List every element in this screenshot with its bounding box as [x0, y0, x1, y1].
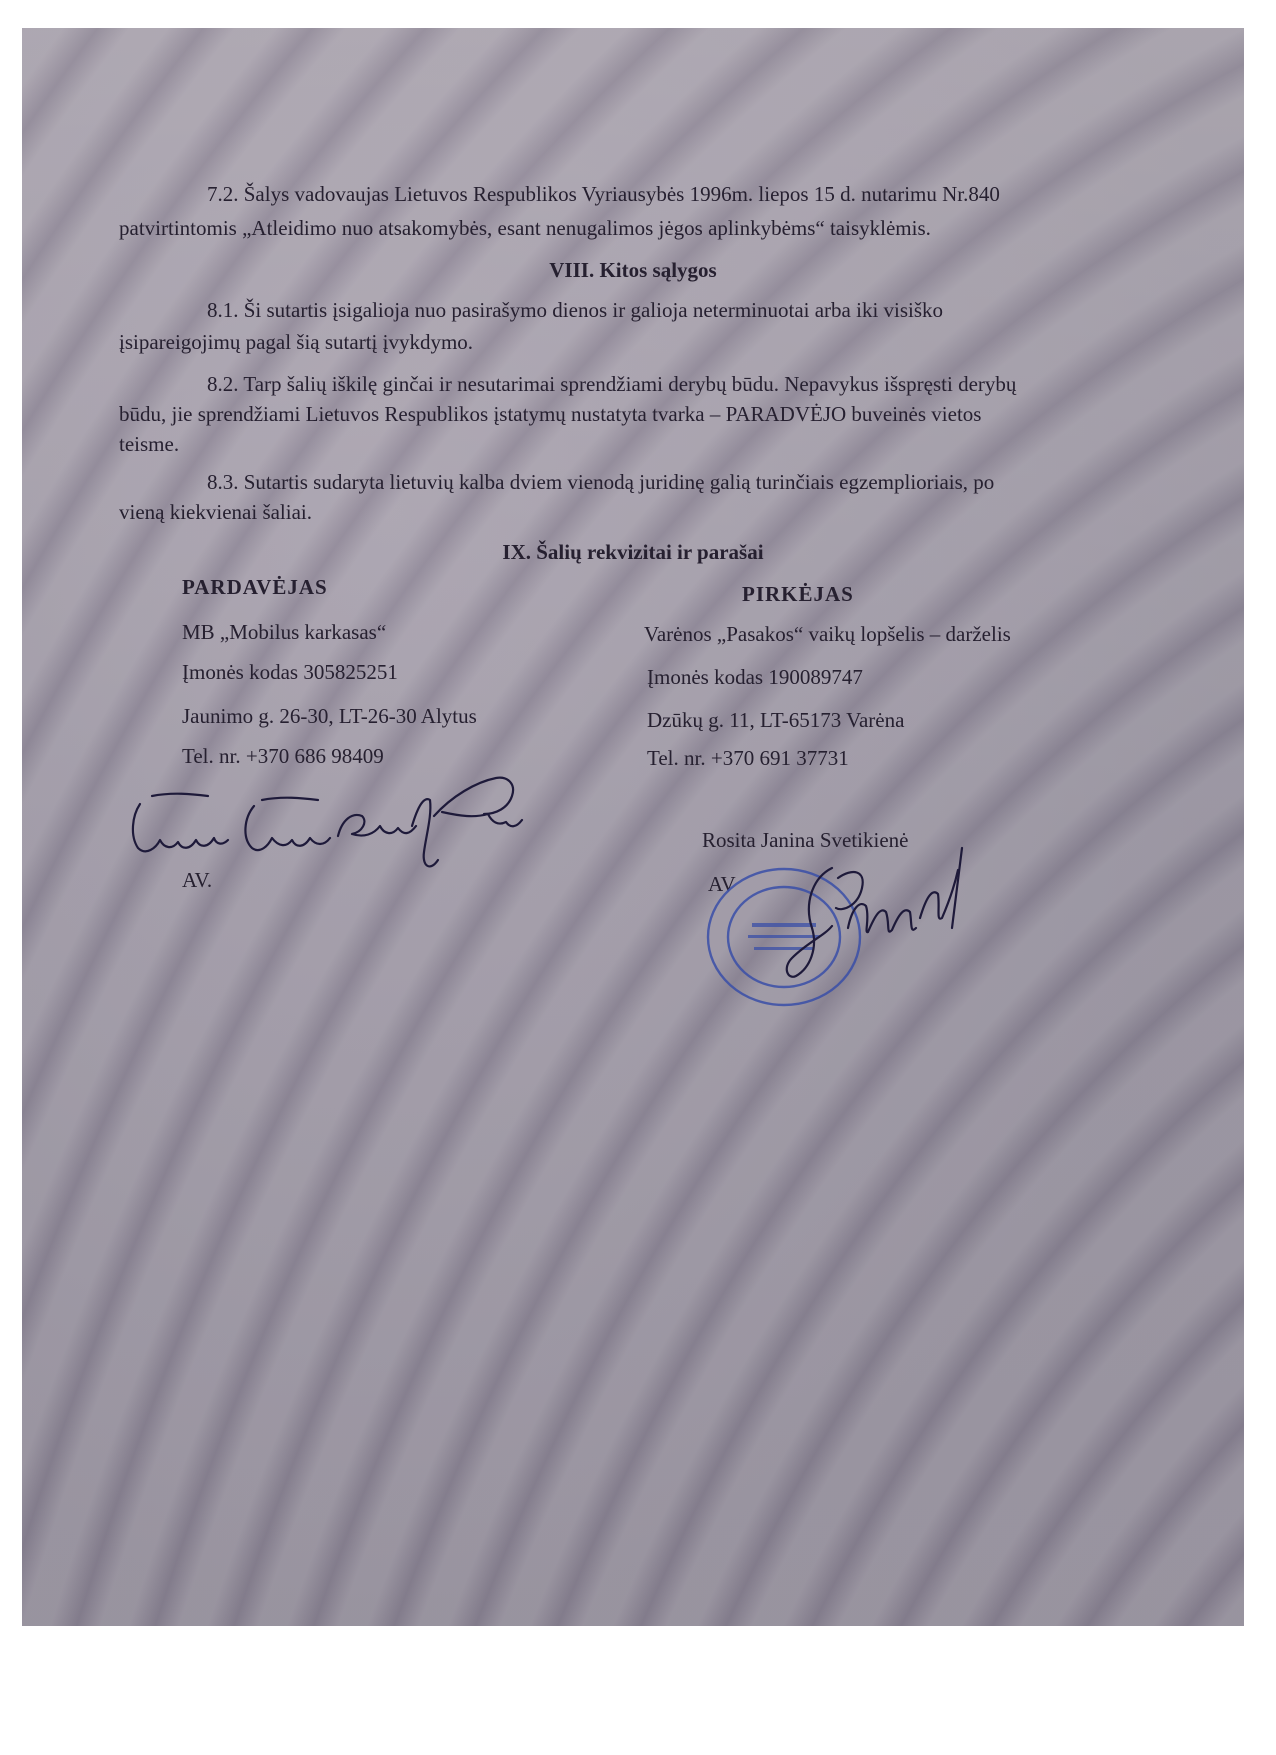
p8-1-line1: 8.1. Ši sutartis įsigalioja nuo pasirašymo dienos ir galioja neterminuotai arba iki visiško [207, 298, 944, 322]
buyer-phone: Tel. nr. +370 691 37731 [647, 746, 849, 770]
buyer-address: Dzūkų g. 11, LT-65173 Varėna [647, 708, 905, 732]
p8-3-line2: vieną kiekvienai šaliai. [119, 500, 313, 524]
p8-3-line1: 8.3. Sutartis sudaryta lietuvių kalba dviem vienodą juridinę galią turinčiais egzemplioriais, po [207, 470, 995, 494]
scanned-page [22, 28, 1244, 1626]
seller-code: Įmonės kodas 305825251 [182, 660, 398, 684]
seller-phone: Tel. nr. +370 686 98409 [182, 744, 384, 768]
buyer-signer: Rosita Janina Svetikienė [702, 828, 909, 852]
section9-heading: IX. Šalių rekvizitai ir parašai [502, 540, 764, 564]
p8-2-line3: teisme. [119, 432, 180, 456]
seller-signature [112, 756, 532, 886]
section8-heading: VIII. Kitos sąlygos [549, 258, 717, 282]
seller-name: MB „Mobilus karkasas“ [182, 620, 387, 644]
seller-address: Jaunimo g. 26-30, LT-26-30 Alytus [182, 704, 477, 728]
buyer-name: Varėnos „Pasakos“ vaikų lopšelis – darželis [644, 622, 1011, 646]
p8-1-line2: įsipareigojimų pagal šią sutartį įvykdymo. [119, 330, 474, 354]
seller-title: PARDAVĖJAS [182, 575, 328, 599]
p8-2-line1: 8.2. Tarp šalių iškilę ginčai ir nesutarimai sprendžiami derybų būdu. Nepavykus išspręsti derybų [207, 372, 1017, 396]
p8-2-line2: būdu, jie sprendžiami Lietuvos Respublikos įstatymų nustatyta tvarka – PARADVĖJO buveinės vietos [119, 402, 982, 426]
buyer-title: PIRKĖJAS [742, 582, 854, 606]
buyer-av: AV [708, 872, 736, 896]
buyer-code: Įmonės kodas 190089747 [647, 665, 863, 689]
p7-2-line1: 7.2. Šalys vadovaujas Lietuvos Respublikos Vyriausybės 1996m. liepos 15 d. nutarimu Nr.840 [207, 182, 1000, 206]
p7-2-line2: patvirtintomis „Atleidimo nuo atsakomybės, esant nenugalimos jėgos aplinkybėms“ taisyklėmis. [119, 216, 931, 240]
seller-av: AV. [182, 868, 213, 892]
buyer-signature [752, 808, 982, 988]
